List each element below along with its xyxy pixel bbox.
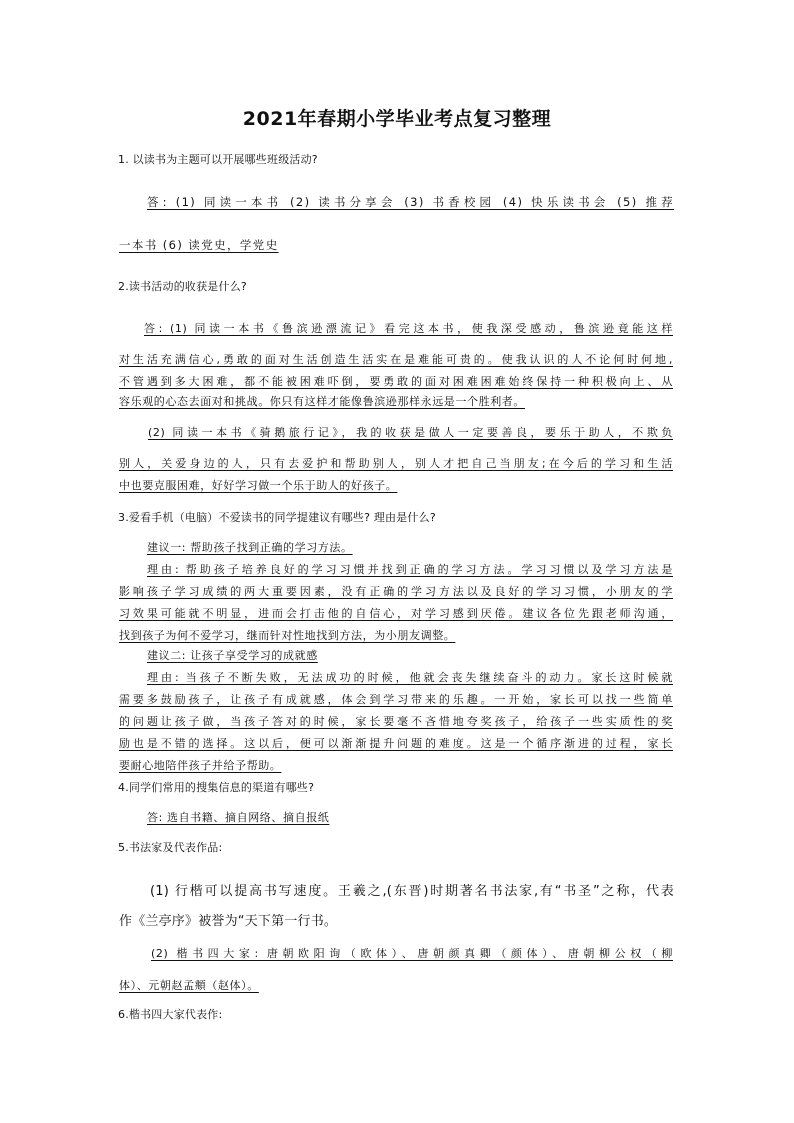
answer-5-2-line-2: 体）、元朝赵孟頫（赵体）。 bbox=[119, 979, 259, 992]
suggestion-2-label: 建议二: 让孩子享受学习的成就感 bbox=[147, 649, 318, 662]
suggestion-1-reason-line-4: 找到孩子为何不爱学习，继而针对性地找到方法，为小朋友调整。 bbox=[119, 629, 456, 642]
answer-2-1-line-3: 不管遇到多大困难，都不能被困难吓倒，要勇敢的面对困难困难始终保持一种积极向上、从 bbox=[119, 375, 673, 388]
suggestion-2-reason-line-5: 要耐心地陪伴孩子并给予帮助。 bbox=[119, 759, 282, 772]
question-5: 5.书法家及代表作品: bbox=[118, 841, 223, 854]
answer-1-line-2: 一本书 (6) 读党史，学党史 bbox=[119, 238, 279, 252]
document-title: 2021年春期小学毕业考点复习整理 bbox=[242, 108, 552, 130]
answer-5-2-line-1: (2) 楷书四大家: 唐朝欧阳询（欧体）、唐朝颜真卿（颜体）、唐朝柳公权（柳 bbox=[151, 947, 673, 960]
answer-2-2-line-2: 别人，关爱身边的人，只有去爱护和帮助别人，别人才把自己当朋友;在今后的学习和生活 bbox=[119, 457, 673, 470]
answer-2-1-line-2: 对生活充满信心,勇敢的面对生活创造生活实在是难能可贵的。使我认识的人不论何时何地, bbox=[119, 353, 673, 366]
question-4: 4.同学们常用的搜集信息的渠道有哪些? bbox=[118, 781, 315, 794]
question-6: 6.楷书四大家代表作: bbox=[118, 1008, 223, 1021]
suggestion-1-reason-line-2: 影响孩子学习成绩的两大重要因素，没有正确的学习方法以及良好的学习习惯，小朋友的学 bbox=[119, 585, 673, 598]
answer-2-1-line-1: 答: (1) 同读一本书《鲁滨逊漂流记》看完这本书，使我深受感动，鲁滨逊竟能这样 bbox=[144, 322, 673, 335]
suggestion-1-label: 建议一: 帮助孩子找到正确的学习方法。 bbox=[147, 541, 353, 554]
answer-2-1-line-4: 容乐观的心态去面对和挑战。你只有这样才能像鲁滨逊那样永远是一个胜利者。 bbox=[119, 395, 525, 408]
suggestion-1-reason-line-3: 习效果可能就不明显，进而会打击他的自信心，对学习感到厌倦。建议各位先跟老师沟通， bbox=[119, 607, 673, 620]
suggestion-2-reason-line-2: 需要多鼓励孩子，让孩子有成就感，体会到学习带来的乐趣。一开始，家长可以找一些简单 bbox=[119, 693, 673, 706]
suggestion-2-reason-line-4: 励也是不错的选择。这以后，便可以渐渐提升问题的难度。这是一个循序渐进的过程，家长 bbox=[119, 737, 673, 750]
suggestion-2-reason-line-3: 的问题让孩子做，当孩子答对的时候，家长要毫不吝惜地夸奖孩子，给孩子一些实质性的奖 bbox=[119, 715, 673, 728]
suggestion-2-reason-line-1: 理由: 当孩子不断失败，无法成功的时候，他就会丧失继续奋斗的动力。家长这时候就 bbox=[147, 671, 673, 684]
answer-1-line-1: 答: (1) 同读一本书 (2) 读书分享会 (3) 书香校园 (4) 快乐读书会 (5) 推荐 bbox=[147, 195, 674, 209]
answer-2-2-line-3: 中也要克服困难，好好学习做一个乐于助人的好孩子。 bbox=[119, 479, 398, 492]
answer-4: 答: 选自书籍、摘自网络、摘自报纸 bbox=[147, 811, 330, 824]
answer-5-1-line-2: 作《兰亭序》被誉为“天下第一行书。 bbox=[119, 914, 338, 929]
answer-5-1-line-1: (1) 行楷可以提高书写速度。王羲之,(东晋)时期著名书法家,有“书圣”之称，代表 bbox=[150, 884, 674, 899]
question-3: 3.爱看手机（电脑）不爱读书的同学提建议有哪些? 理由是什么? bbox=[118, 511, 436, 524]
suggestion-1-reason-line-1: 理由: 帮助孩子培养良好的学习习惯并找到正确的学习方法。学习习惯以及学习方法是 bbox=[147, 563, 673, 576]
question-2: 2.读书活动的收获是什么? bbox=[118, 280, 247, 293]
question-1: 1. 以读书为主题可以开展哪些班级活动? bbox=[118, 153, 318, 166]
answer-2-2-line-1: (2) 同读一本书《骑鹅旅行记》，我的收获是做人一定要善良，要乐于助人，不欺负 bbox=[148, 426, 673, 439]
